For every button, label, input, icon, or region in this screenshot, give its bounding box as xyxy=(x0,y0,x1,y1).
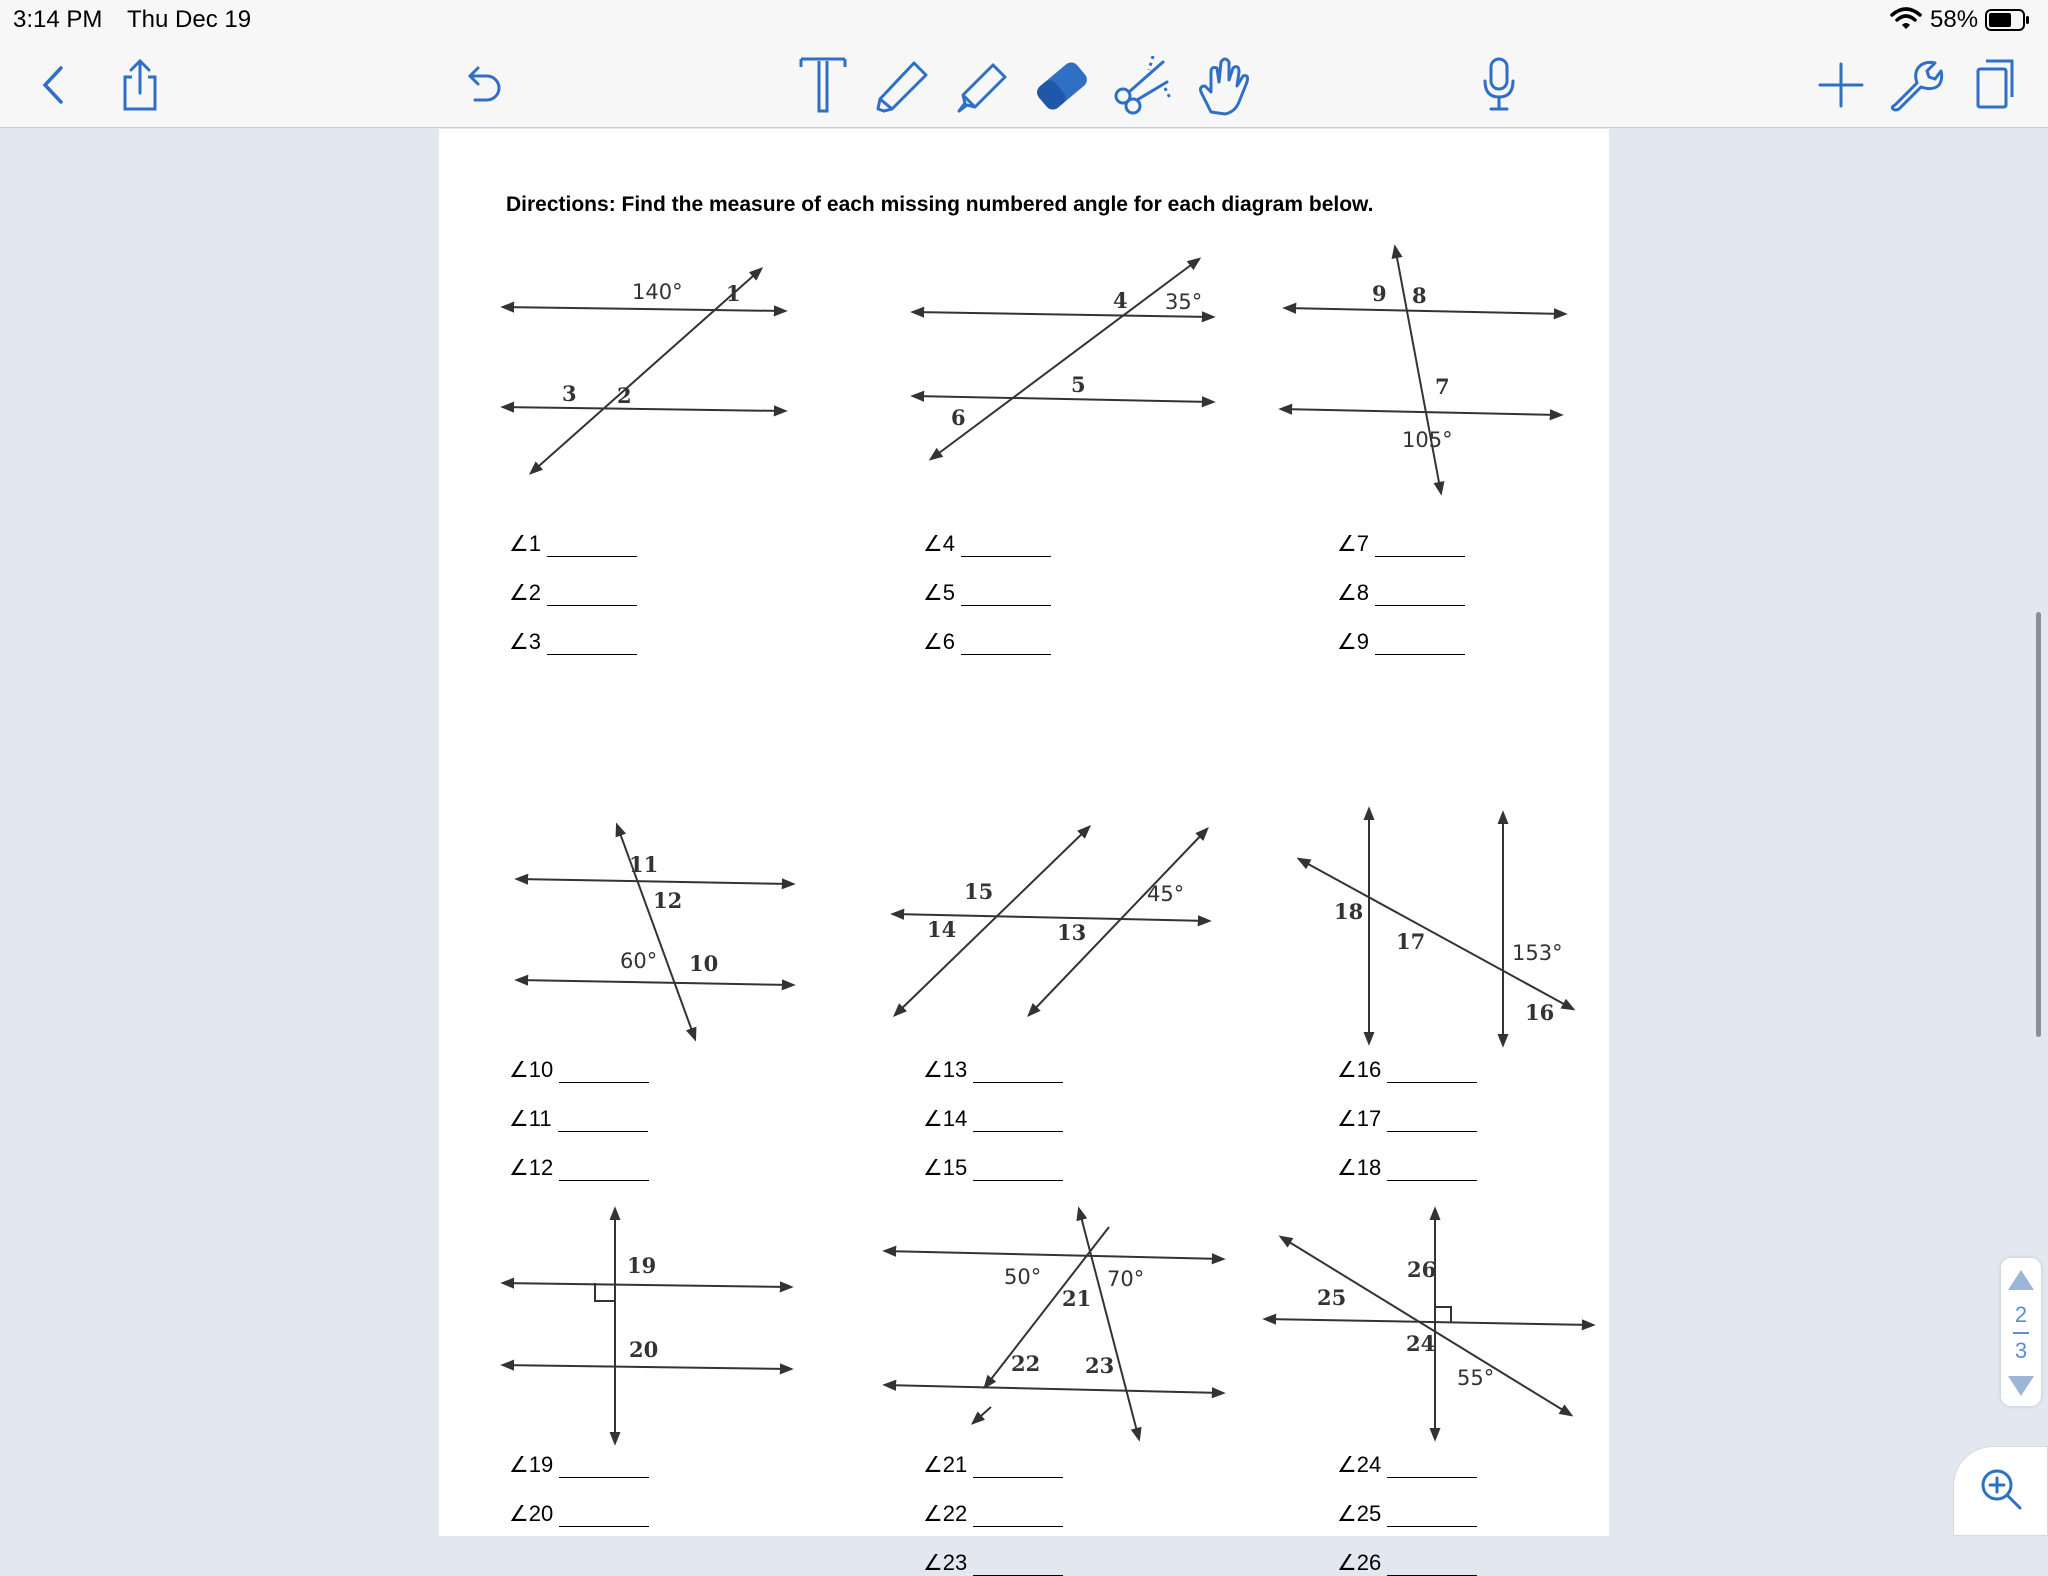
angle-label: ∠13 xyxy=(923,1057,968,1082)
answer-line[interactable] xyxy=(509,531,637,557)
previous-page-icon[interactable] xyxy=(2007,1268,2035,1296)
diagram-label: 25 xyxy=(1317,1285,1347,1310)
diagram-label: 11 xyxy=(629,852,659,877)
angle-label: ∠10 xyxy=(509,1057,554,1082)
diagram-angles-21-23 xyxy=(879,1069,1239,1449)
pen-tool-icon[interactable] xyxy=(867,50,937,120)
answer-line[interactable] xyxy=(923,629,1051,655)
diagram-label: 15 xyxy=(964,879,994,904)
microphone-icon[interactable] xyxy=(1464,50,1534,120)
diagram-label: 140° xyxy=(632,280,683,304)
diagram-label: 50° xyxy=(1004,1265,1042,1289)
diagram-label: 18 xyxy=(1334,899,1364,924)
answer-line[interactable] xyxy=(509,580,637,606)
zoom-in-button[interactable] xyxy=(1953,1446,2048,1536)
diagram-label: 10 xyxy=(689,951,719,976)
back-icon[interactable] xyxy=(18,50,88,120)
diagram-label: 13 xyxy=(1057,920,1087,945)
current-page-number: 2 xyxy=(2014,1302,2028,1327)
angle-label: ∠16 xyxy=(1337,1057,1382,1082)
toolbar xyxy=(0,40,2048,128)
diagram-angles-10-12 xyxy=(509,689,799,1044)
diagram-label: 5 xyxy=(1071,372,1086,397)
diagram-angles-16-18 xyxy=(1259,669,1589,1049)
diagram-angles-13-15 xyxy=(889,689,1219,1029)
answer-line[interactable] xyxy=(923,531,1051,557)
angle-label: ∠1 xyxy=(509,531,541,556)
scrollbar-thumb[interactable] xyxy=(2036,612,2041,1037)
angle-label: ∠12 xyxy=(509,1155,554,1180)
angle-label: ∠18 xyxy=(1337,1155,1382,1180)
answer-line[interactable] xyxy=(1337,580,1465,606)
answer-line[interactable] xyxy=(509,1501,649,1527)
battery-percent: 58% xyxy=(1930,6,1979,33)
angle-label: ∠7 xyxy=(1337,531,1369,556)
diagram-label: 60° xyxy=(620,949,658,973)
page-navigator xyxy=(2001,1258,2041,1406)
status-time: 3:14 PM xyxy=(13,6,103,33)
undo-icon[interactable] xyxy=(447,50,517,120)
eraser-tool-icon[interactable] xyxy=(1027,50,1097,120)
angle-label: ∠11 xyxy=(509,1106,552,1131)
diagram-label: 6 xyxy=(951,405,966,430)
answer-line[interactable] xyxy=(509,629,637,655)
text-tool-icon[interactable] xyxy=(788,50,858,120)
angle-label: ∠4 xyxy=(923,531,955,556)
diagram-label: 7 xyxy=(1435,374,1450,399)
angle-label: ∠25 xyxy=(1337,1501,1382,1526)
diagram-label: 4 xyxy=(1113,288,1128,313)
angle-label: ∠21 xyxy=(923,1452,968,1477)
angle-label: ∠26 xyxy=(1337,1550,1382,1575)
diagram-label: 17 xyxy=(1396,929,1426,954)
angle-label: ∠20 xyxy=(509,1501,554,1526)
diagram-label: 8 xyxy=(1412,283,1427,308)
angle-label: ∠5 xyxy=(923,580,955,605)
answer-line[interactable] xyxy=(923,1452,1063,1478)
angle-label: ∠6 xyxy=(923,629,955,654)
status-bar xyxy=(0,0,2048,40)
diagram-label: 1 xyxy=(726,281,741,306)
answer-line[interactable] xyxy=(1337,629,1465,655)
diagram-label: 24 xyxy=(1406,1331,1436,1356)
diagram-label: 22 xyxy=(1011,1351,1041,1376)
diagram-label: 26 xyxy=(1407,1257,1437,1282)
diagram-label: 70° xyxy=(1107,1267,1145,1291)
share-icon[interactable] xyxy=(105,50,175,120)
directions-text: Directions: Find the measure of each missing numbered angle for each diagram below. xyxy=(506,193,1374,216)
angle-label: ∠24 xyxy=(1337,1452,1382,1477)
diagram-angles-4-6 xyxy=(899,247,1229,477)
wifi-icon xyxy=(1890,6,1922,37)
diagram-label: 20 xyxy=(629,1337,659,1362)
lasso-scissors-icon[interactable] xyxy=(1107,50,1177,120)
settings-wrench-icon[interactable] xyxy=(1880,50,1950,120)
diagram-label: 35° xyxy=(1165,290,1203,314)
highlighter-tool-icon[interactable] xyxy=(948,50,1018,120)
diagram-label: 9 xyxy=(1372,281,1387,306)
diagram-label: 16 xyxy=(1525,1000,1555,1025)
answer-line[interactable] xyxy=(1337,1501,1477,1527)
diagram-label: 105° xyxy=(1402,428,1453,452)
worksheet-page[interactable] xyxy=(439,129,1609,1575)
add-icon[interactable] xyxy=(1806,50,1876,120)
angle-label: ∠3 xyxy=(509,629,541,654)
angle-label: ∠22 xyxy=(923,1501,968,1526)
battery-icon xyxy=(1985,8,2031,37)
angle-label: ∠23 xyxy=(923,1550,968,1575)
diagram-angles-1-3 xyxy=(489,241,799,481)
angle-label: ∠9 xyxy=(1337,629,1369,654)
angle-label: ∠2 xyxy=(509,580,541,605)
zoom-in-icon xyxy=(1978,1466,2024,1517)
pages-icon[interactable] xyxy=(1960,50,2030,120)
diagram-label: 14 xyxy=(927,917,957,942)
diagram-label: 12 xyxy=(653,888,683,913)
next-page-icon[interactable] xyxy=(2007,1374,2035,1402)
diagram-angles-19-20 xyxy=(499,1069,799,1449)
answer-line[interactable] xyxy=(1337,1452,1477,1478)
diagram-label: 45° xyxy=(1147,882,1185,906)
answer-line[interactable] xyxy=(1337,531,1465,557)
diagram-label: 2 xyxy=(617,383,632,408)
diagram-label: 23 xyxy=(1085,1353,1115,1378)
angle-label: ∠14 xyxy=(923,1106,968,1131)
answer-line[interactable] xyxy=(509,1452,649,1478)
angle-label: ∠8 xyxy=(1337,580,1369,605)
answer-line[interactable] xyxy=(923,580,1051,606)
diagram-label: 55° xyxy=(1457,1366,1495,1390)
diagram-label: 21 xyxy=(1062,1286,1092,1311)
angle-label: ∠17 xyxy=(1337,1106,1382,1131)
total-pages-number: 3 xyxy=(2014,1338,2028,1363)
diagram-angles-7-9 xyxy=(1269,235,1579,505)
diagram-label: 19 xyxy=(627,1253,657,1278)
answer-line[interactable] xyxy=(1337,1550,1477,1576)
angle-label: ∠19 xyxy=(509,1452,554,1477)
diagram-label: 153° xyxy=(1512,941,1563,965)
angle-label: ∠15 xyxy=(923,1155,968,1180)
hand-pointer-icon[interactable] xyxy=(1188,50,1258,120)
diagram-angles-24-26 xyxy=(1259,1069,1599,1449)
answer-line[interactable] xyxy=(923,1501,1063,1527)
answer-line[interactable] xyxy=(923,1550,1063,1576)
diagram-label: 3 xyxy=(562,381,577,406)
page-divider xyxy=(2013,1332,2029,1334)
status-date: Thu Dec 19 xyxy=(127,6,252,33)
